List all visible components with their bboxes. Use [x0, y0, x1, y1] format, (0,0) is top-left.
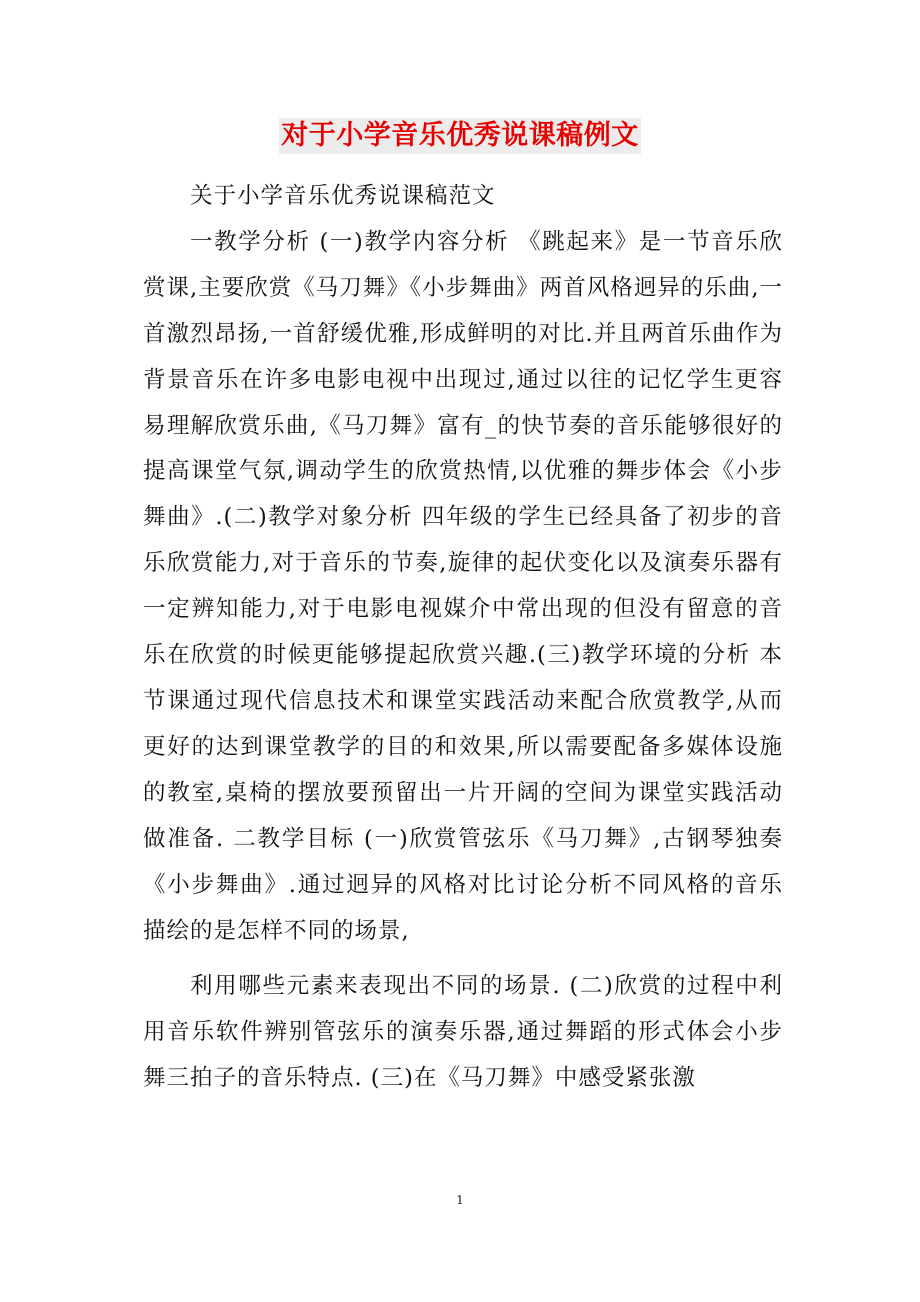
- document-title: 对于小学音乐优秀说课稿例文: [279, 118, 641, 154]
- page-number: 1: [456, 1193, 464, 1207]
- document-body: [143, 174, 783, 1102]
- paragraph-teaching-goals: 利用哪些元素来表现出不同的场景. (二)欣赏的过程中利用音乐软件辨别管弦乐的演奏乐器,通过舞蹈的形式体会小步舞三拍子的音乐特点. (三)在《马刀舞》中感受紧张激: [143, 973, 783, 1092]
- title-container: [0, 118, 920, 154]
- paragraph-teaching-analysis: 一教学分析 (一)教学内容分析 《跳起来》是一节音乐欣赏课,主要欣赏《马刀舞》《小步舞曲》两首风格迥异的乐曲,一首激烈昂扬,一首舒缓优雅,形成鲜明的对比.并且两首乐曲作为背景音乐在许多电影电视中出现过,通过以往的记忆学生更容易理解欣赏乐曲,《马刀舞》富有_的快节奏的音乐能够很好的提高课堂气氛,调动学生的欣赏热情,以优雅的舞步体会《小步舞曲》.(二)教学对象分析 四年级的学生已经具备了初步的音乐欣赏能力,对于音乐的节奏,旋律的起伏变化以及演奏乐器有一定辨知能力,对于电影电视媒介中常出现的但没有留意的音乐在欣赏的时候更能够提起欣赏兴趣.(三)教学环境的分析 本节课通过现代信息技术和课堂实践活动来配合欣赏教学,从而更好的达到课堂教学的目的和效果,所以需要配备多媒体设施的教室,桌椅的摆放要预留出一片开阔的空间为课堂实践活动做准备. 二教学目标 (一)欣赏管弦乐《马刀舞》,古钢琴独奏《小步舞曲》.通过迥异的风格对比讨论分析不同风格的音乐描绘的是怎样不同的场景,: [143, 228, 783, 944]
- paragraph-subtitle: 关于小学音乐优秀说课稿范文: [190, 183, 496, 209]
